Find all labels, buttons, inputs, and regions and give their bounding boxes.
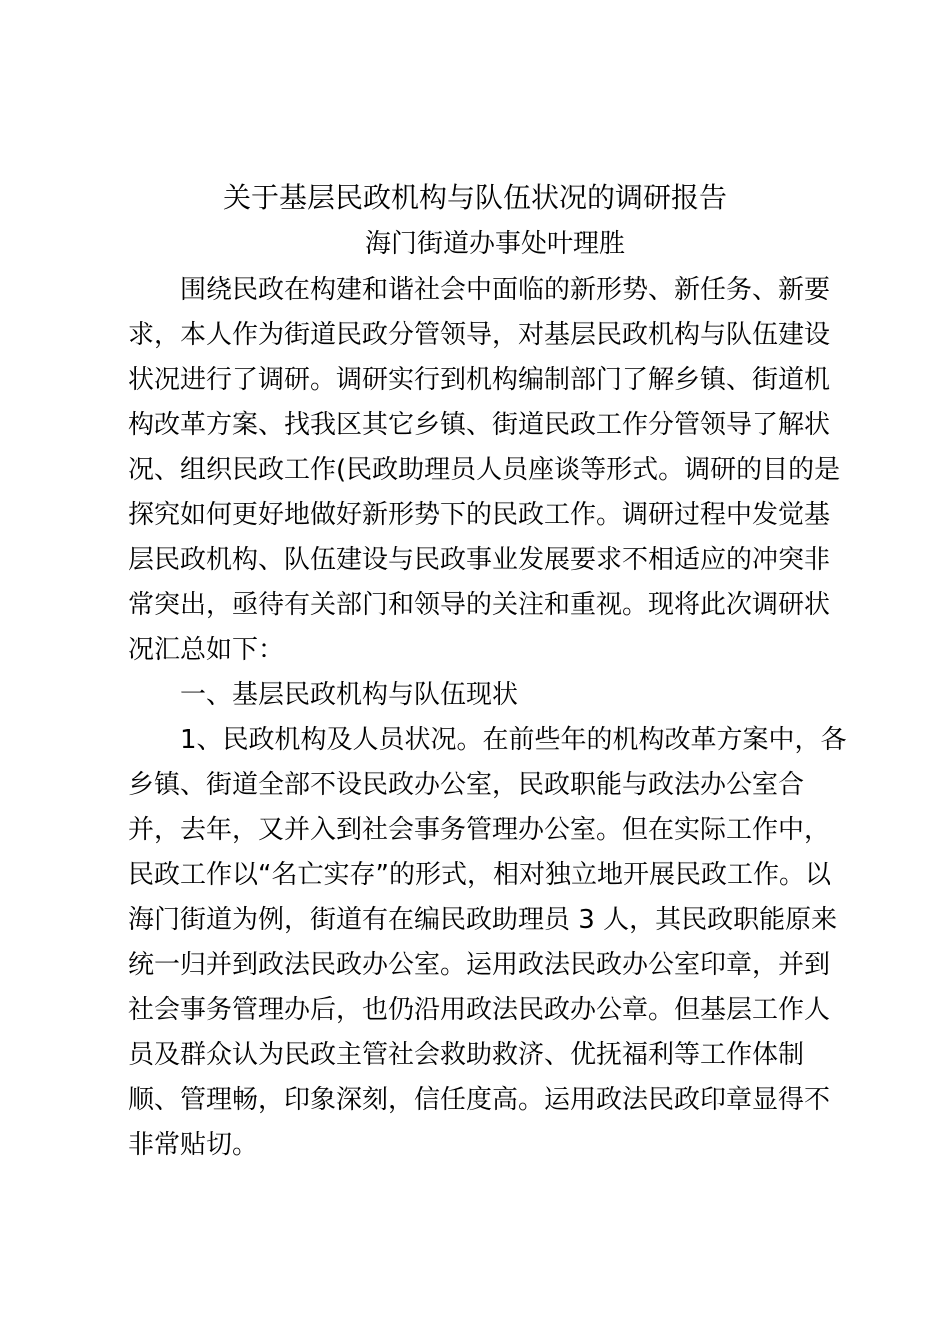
document-title: 关于基层民政机构与队伍状况的调研报告 — [222, 181, 727, 214]
body-line: 层民政机构、队伍建设与民政事业发展要求不相适应的冲突非 — [128, 545, 831, 575]
body-line: 状况进行了调研。调研实行到机构编制部门了解乡镇、街道机 — [128, 365, 831, 395]
body-line: 民政工作以“名亡实存”的形式，相对独立地开展民政工作。以 — [128, 860, 831, 890]
document-author: 海门街道办事处叶理胜 — [364, 229, 625, 259]
body-line: 顺、管理畅，印象深刻，信任度高。运用政法民政印章显得不 — [128, 1085, 831, 1115]
document-body — [128, 268, 847, 1168]
section-heading: 一、基层民政机构与队伍现状 — [180, 680, 519, 710]
body-line: 并，去年，又并入到社会事务管理办公室。但在实际工作中， — [128, 815, 831, 845]
body-line: 围绕民政在构建和谐社会中面临的新形势、新任务、新要 — [180, 275, 831, 305]
body-line: 非常贴切。 — [128, 1130, 259, 1160]
body-line: 1、民政机构及人员状况。在前些年的机构改革方案中，各 — [180, 725, 847, 755]
body-line: 况、组织民政工作(民政助理员人员座谈等形式。调研的目的是 — [128, 455, 841, 485]
body-line: 社会事务管理办后，也仍沿用政法民政办公章。但基层工作人 — [128, 995, 831, 1025]
body-line: 构改革方案、找我区其它乡镇、街道民政工作分管领导了解状 — [128, 410, 831, 440]
body-line: 乡镇、街道全部不设民政办公室，民政职能与政法办公室合 — [128, 770, 805, 800]
body-line: 员及群众认为民政主管社会救助救济、优抚福利等工作体制 — [128, 1040, 805, 1070]
body-line: 海门街道为例，街道有在编民政助理员 3 人，其民政职能原来 — [128, 905, 838, 935]
body-line: 况汇总如下： — [128, 635, 285, 665]
body-line: 求，本人作为街道民政分管领导，对基层民政机构与队伍建设 — [128, 320, 831, 350]
body-line: 探究如何更好地做好新形势下的民政工作。调研过程中发觉基 — [128, 500, 831, 530]
body-line: 统一归并到政法民政办公室。运用政法民政办公室印章，并到 — [128, 950, 831, 980]
body-line: 常突出，亟待有关部门和领导的关注和重视。现将此次调研状 — [128, 590, 831, 620]
